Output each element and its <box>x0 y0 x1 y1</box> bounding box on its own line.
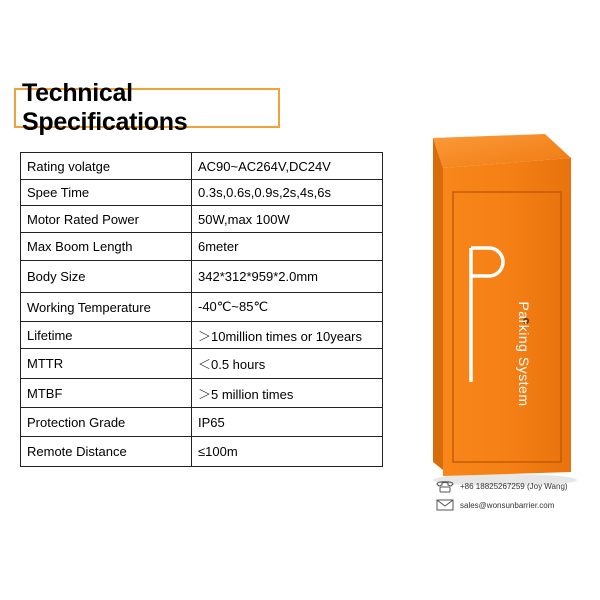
table-row <box>21 206 383 233</box>
spec-label: MTTR <box>21 349 192 379</box>
spec-value: ＞10million times or 10years <box>192 322 383 349</box>
spec-value: 0.3s,0.6s,0.9s,2s,4s,6s <box>192 180 383 206</box>
spec-table <box>20 152 383 467</box>
envelope-icon <box>434 498 456 512</box>
spec-label: Remote Distance <box>21 437 192 467</box>
phone-number: +86 18825267259 (Joy Wang) <box>460 481 568 491</box>
spec-value: 50W,max 100W <box>192 206 383 233</box>
table-row <box>21 408 383 437</box>
phone-icon <box>434 479 456 493</box>
spec-label: Max Boom Length <box>21 233 192 261</box>
spec-label: Working Temperature <box>21 293 192 322</box>
table-row <box>21 261 383 293</box>
spec-label: Rating volatge <box>21 153 192 180</box>
title-box <box>14 79 280 136</box>
table-row <box>21 437 383 467</box>
barrier-cabinet-image <box>425 130 585 490</box>
phone-contact <box>434 479 568 493</box>
page-title: Technical Specifications <box>22 79 188 136</box>
spec-label: Lifetime <box>21 322 192 349</box>
spec-value: 342*312*959*2.0mm <box>192 261 383 293</box>
spec-label: MTBF <box>21 379 192 408</box>
cabinet-text: Parking System <box>516 301 532 407</box>
spec-label: Spee Time <box>21 180 192 206</box>
table-row <box>21 379 383 408</box>
spec-label: Protection Grade <box>21 408 192 437</box>
spec-value: ＞5 million times <box>192 379 383 408</box>
spec-value: ＜0.5 hours <box>192 349 383 379</box>
spec-value: -40℃~85℃ <box>192 293 383 322</box>
table-row <box>21 349 383 379</box>
email-address: sales@wonsunbarrier.com <box>460 500 555 510</box>
table-row <box>21 322 383 349</box>
spec-value: ≤100m <box>192 437 383 467</box>
table-row <box>21 153 383 180</box>
spec-value: AC90~AC264V,DC24V <box>192 153 383 180</box>
table-row <box>21 180 383 206</box>
email-contact <box>434 498 554 512</box>
spec-label: Motor Rated Power <box>21 206 192 233</box>
spec-value: IP65 <box>192 408 383 437</box>
spec-label: Body Size <box>21 261 192 293</box>
table-row <box>21 293 383 322</box>
table-row <box>21 233 383 261</box>
spec-value: 6meter <box>192 233 383 261</box>
